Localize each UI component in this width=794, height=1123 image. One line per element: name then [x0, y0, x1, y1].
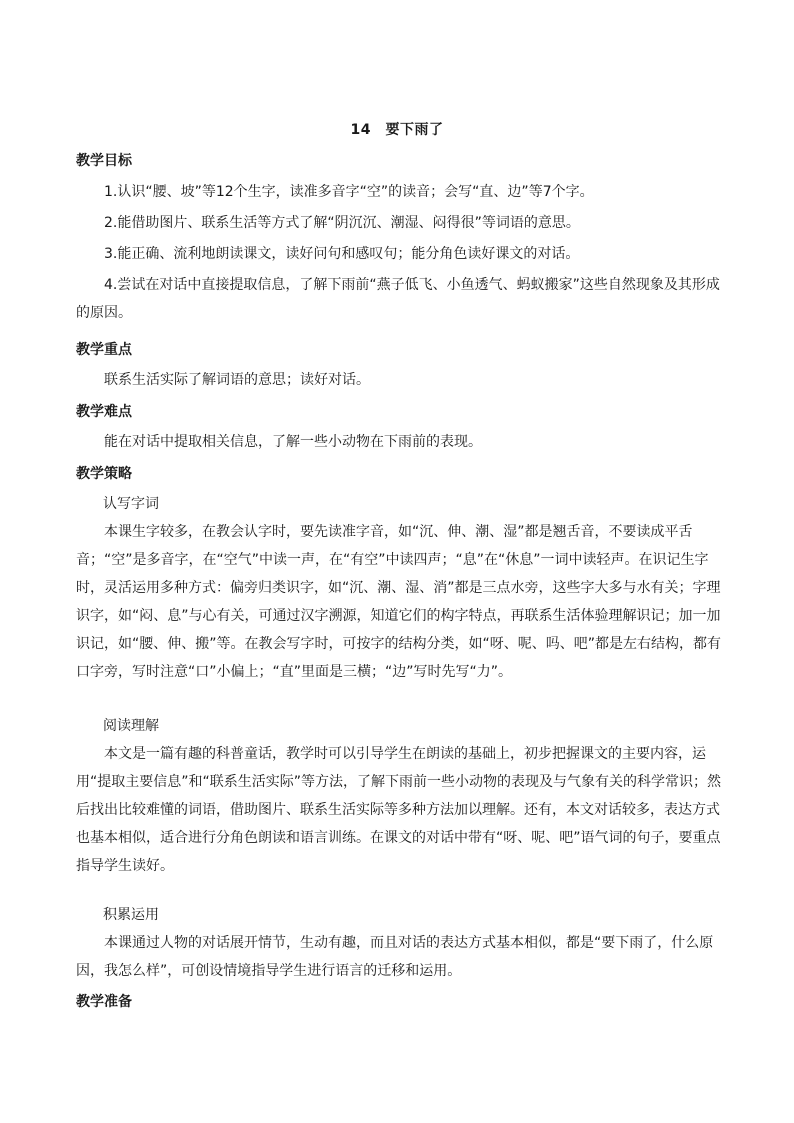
- key-points-heading: 教学重点: [76, 342, 132, 358]
- writing-text: 本课生字较多，在教会认字时，要先读准字音，如“沉、伸、潮、湿”都是翘舌音，不要读成平舌音；“空”是多音字，在“空气”中读一声，在“有空”中读四声；“息”在“休息”一词中读轻声。在识记生字时，灵活运用多种方式：偏旁归类识字，如“沉、潮、湿、消”都是三点水旁，这些字大多与水有关；字理识字，如“闷、息”与心有关，可通过汉字溯源，知道它们的构字特点，再联系生活体验理解识记；加一加识记，如“腰、伸、搬”等。在教会写字时，可按字的结构分类，如“呀、呢、吗、吧”都是左右结构，都有口字旁，写时注意“口”小偏上；“直”里面是三横；“边”写时先写“力”。: [76, 524, 722, 680]
- goals-heading: 教学目标: [76, 153, 132, 169]
- usage-section: [76, 929, 722, 985]
- difficulties-text: 能在对话中提取相关信息，了解一些小动物在下雨前的表现。: [104, 434, 482, 450]
- lesson-title: 14 要下雨了: [350, 122, 444, 138]
- key-points-section: [76, 366, 722, 394]
- goal-item: 4.尝试在对话中直接提取信息，了解下雨前“燕子低飞、小鱼透气、蚂蚁搬家”这些自然现象及其形成的原因。: [76, 277, 720, 321]
- goal-item: 3.能正确、流利地朗读课文，读好问句和感叹句；能分角色读好课文的对话。: [104, 246, 580, 262]
- goals-list: [76, 178, 722, 327]
- key-points-text: 联系生活实际了解词语的意思；读好对话。: [104, 372, 370, 388]
- usage-subheading: 积累运用: [103, 907, 159, 923]
- strategy-heading: 教学策略: [76, 466, 132, 482]
- goal-item: 2.能借助图片、联系生活等方式了解“阴沉沉、潮湿、闷得很”等词语的意思。: [104, 215, 580, 231]
- reading-text: 本文是一篇有趣的科普童话，教学时可以引导学生在朗读的基础上，初步把握课文的主要内容，运用“提取主要信息”和“联系生活实际”等方法，了解下雨前一些小动物的表现及与气象有关的科学常识；然后找出比较难懂的词语，借助图片、联系生活实际等多种方法加以理解。还有，本文对话较多，表达方式也基本相似，适合进行分角色朗读和语言训练。在课文的对话中带有“呀、呢、吧”语气词的句子，要重点指导学生读好。: [76, 746, 722, 874]
- writing-section: [76, 518, 722, 686]
- goal-item: 1.认识“腰、坡”等12个生字，读准多音字“空”的读音；会写“直、边”等7个字。: [104, 184, 594, 200]
- difficulties-heading: 教学难点: [76, 404, 132, 420]
- difficulties-section: [76, 428, 722, 456]
- writing-subheading: 认写字词: [103, 496, 159, 512]
- preparation-heading: 教学准备: [76, 994, 132, 1010]
- reading-subheading: 阅读理解: [103, 718, 159, 734]
- usage-text: 本课通过人物的对话展开情节，生动有趣，而且对话的表达方式基本相似，都是“要下雨了，什么原因，我怎么样”，可创设情境指导学生进行语言的迁移和运用。: [76, 935, 714, 979]
- reading-section: [76, 740, 722, 880]
